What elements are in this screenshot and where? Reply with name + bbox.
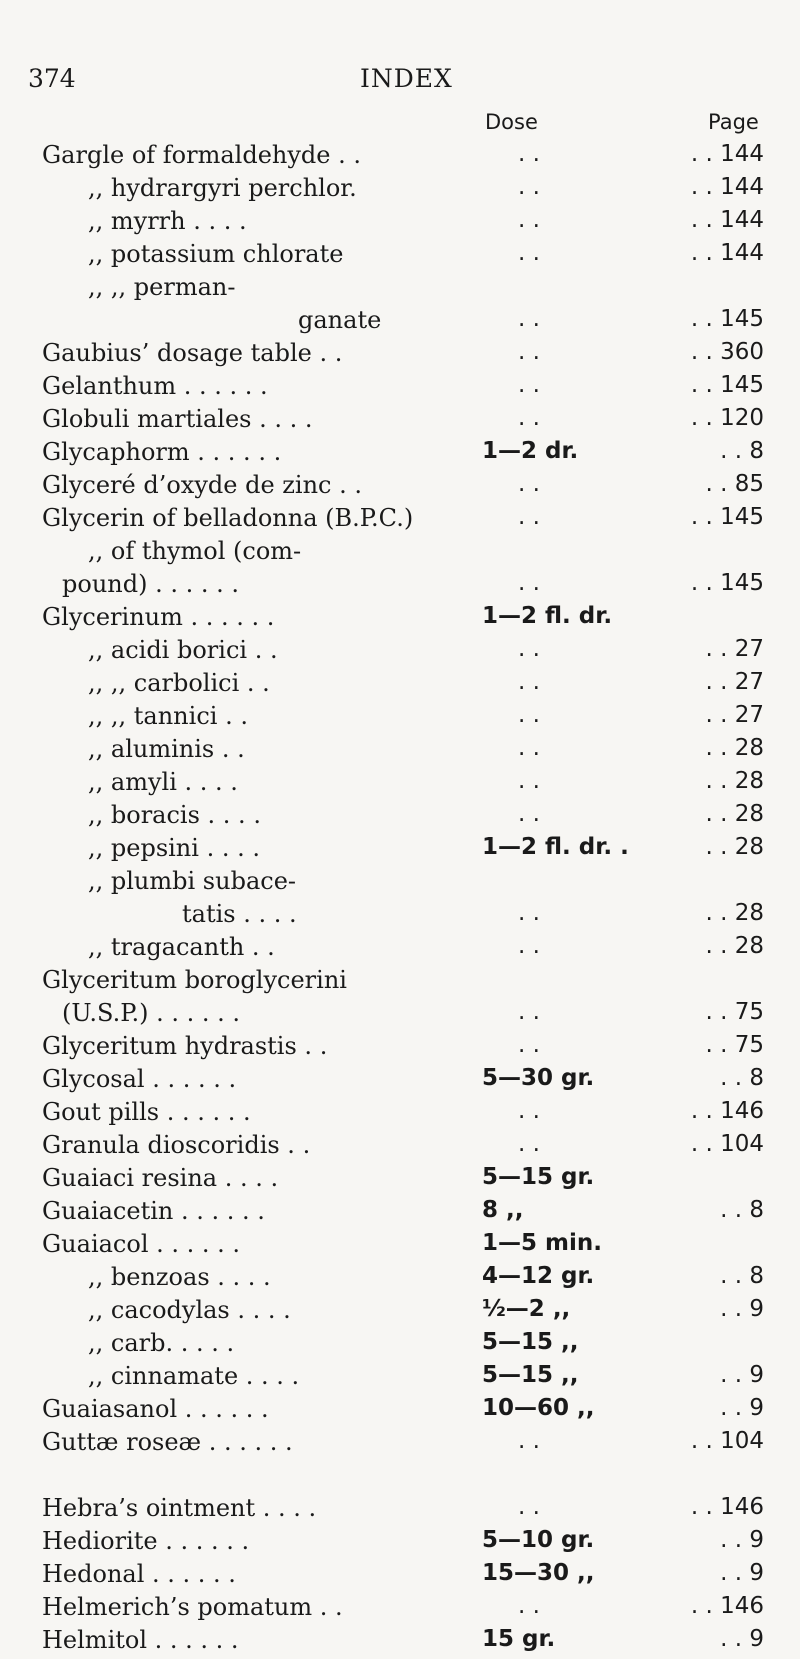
entry-page: . . 9 [720,1395,764,1421]
entry-dose: . . [518,306,540,332]
entry-label: Gargle of formaldehyde . . [42,141,361,169]
index-entry [0,273,800,306]
index-entry [0,1131,800,1164]
entry-label: Gelanthum . . . . . . [42,372,268,400]
index-entry [0,207,800,240]
entry-dose: 5—15 ,, [482,1362,579,1388]
entry-label: ,, aluminis . . [88,735,245,763]
index-entry [0,372,800,405]
index-entry [0,834,800,867]
entry-dose: . . [518,339,540,365]
entry-page: . . 27 [705,669,764,695]
entry-dose: . . [518,669,540,695]
entry-page: . . 9 [720,1560,764,1586]
index-entry [0,867,800,900]
index-entry [0,141,800,174]
index-entry [0,1560,800,1593]
entry-page: . . 28 [705,801,764,827]
entry-dose: . . [518,702,540,728]
index-entry [0,636,800,669]
entry-dose: 5—15 gr. [482,1164,595,1190]
entry-label: Guaiacetin . . . . . . [42,1197,265,1225]
entry-label: Granula dioscoridis . . [42,1131,311,1159]
index-entry [0,1197,800,1230]
entry-label: pound) . . . . . . [62,570,239,598]
entry-label: Glycerinum . . . . . . [42,603,275,631]
entry-page: . . 8 [720,1263,764,1289]
index-entry [0,1329,800,1362]
entry-page: . . 9 [720,1296,764,1322]
entry-dose: . . [518,1494,540,1520]
entry-label: Gout pills . . . . . . [42,1098,251,1126]
entry-page: . . 28 [705,768,764,794]
entry-label: ,, tragacanth . . [88,933,275,961]
index-entry [0,669,800,702]
entry-label: ,, boracis . . . . [88,801,261,829]
index-entry [0,933,800,966]
entry-label: ,, cacodylas . . . . [88,1296,291,1324]
index-entry [0,1164,800,1197]
entry-dose: . . [518,471,540,497]
entry-page: . . 28 [705,900,764,926]
entry-dose: 1—2 dr. [482,438,579,464]
index-entry [0,1494,800,1527]
entry-label: Hediorite . . . . . . [42,1527,250,1555]
index-entry [0,1065,800,1098]
index-entry [0,339,800,372]
entry-label: ,, pepsini . . . . [88,834,260,862]
entry-dose: . . [518,768,540,794]
entry-dose: . . [518,801,540,827]
entry-page: . . 75 [705,999,764,1025]
entry-page: . . 28 [705,834,764,860]
column-headers [0,110,800,140]
entry-label: Glyceré d’oxyde de zinc . . [42,471,363,499]
entry-dose: . . [518,933,540,959]
index-entry [0,1362,800,1395]
index-entry [0,1626,800,1659]
entry-label: tatis . . . . [182,900,297,928]
entry-dose: 1—2 fl. dr. . [482,834,629,860]
entry-dose: 1—2 fl. dr. [482,603,613,629]
entry-dose: . . [518,636,540,662]
entry-page: . . 8 [720,1197,764,1223]
entry-dose: 15 gr. [482,1626,556,1652]
index-entry [0,570,800,603]
entry-dose: . . [518,1593,540,1619]
entry-dose: 1—5 min. [482,1230,602,1256]
index-entry [0,603,800,636]
entry-label: Guaiaci resina . . . . [42,1164,279,1192]
index-entry [0,537,800,570]
index-entry [0,1032,800,1065]
entry-page: . . 28 [705,735,764,761]
entry-page: . . 28 [705,933,764,959]
entry-dose: . . [518,900,540,926]
entry-label: ,, acidi borici . . [88,636,278,664]
entry-page: . . 145 [690,570,764,596]
index-entry [0,504,800,537]
entry-page: . . 144 [690,240,764,266]
entry-page: . . 75 [705,1032,764,1058]
entry-label: Guaiasanol . . . . . . [42,1395,269,1423]
entry-page: . . 146 [690,1593,764,1619]
entry-dose: . . [518,207,540,233]
entry-label: Hedonal . . . . . . [42,1560,236,1588]
entry-page: . . 360 [690,339,764,365]
entry-label: ganate [298,306,382,334]
index-entry [0,1527,800,1560]
entry-dose: 15—30 ,, [482,1560,595,1586]
entry-label: ,, hydrargyri perchlor. [88,174,357,202]
entry-dose: 5—30 gr. [482,1065,595,1091]
entry-page: . . 9 [720,1527,764,1553]
entry-page: . . 8 [720,1065,764,1091]
entry-dose: 5—15 ,, [482,1329,579,1355]
entry-dose: . . [518,240,540,266]
running-title: INDEX [360,64,453,93]
entry-dose: . . [518,372,540,398]
entry-dose: . . [518,735,540,761]
entry-page: . . 145 [690,504,764,530]
entry-page: . . 146 [690,1494,764,1520]
entry-dose: 10—60 ,, [482,1395,595,1421]
entry-page: . . 144 [690,207,764,233]
entry-page: . . 27 [705,636,764,662]
dose-column-header: Dose [485,110,538,134]
entry-page: . . 120 [690,405,764,431]
index-entry [0,306,800,339]
entry-label: Glycerin of belladonna (B.P.C.) [42,504,414,532]
entry-label: Glycaphorm . . . . . . [42,438,282,466]
entry-dose: 5—10 gr. [482,1527,595,1553]
entry-page: . . 145 [690,306,764,332]
entry-label: ,, amyli . . . . [88,768,238,796]
index-entry [0,1098,800,1131]
entry-dose: . . [518,504,540,530]
entry-dose: 4—12 gr. [482,1263,595,1289]
index-entry [0,1230,800,1263]
entry-label: Glyceritum boroglycerini [42,966,347,994]
index-entry [0,768,800,801]
entry-label: ,, benzoas . . . . [88,1263,271,1291]
entry-label: ,, ,, tannici . . [88,702,248,730]
entry-page: . . 104 [690,1131,764,1157]
page-header [0,64,800,100]
index-entry [0,900,800,933]
index-entry [0,735,800,768]
entry-label: ,, ,, perman- [88,273,236,301]
entry-label: ,, cinnamate . . . . [88,1362,300,1390]
entry-page: . . 85 [705,471,764,497]
page-column-header: Page [708,110,759,134]
entry-label: Glycosal . . . . . . [42,1065,237,1093]
entry-label: ,, of thymol (com- [88,537,302,565]
entry-page: . . 144 [690,141,764,167]
entry-dose: . . [518,999,540,1025]
entry-dose: . . [518,1131,540,1157]
entry-page: . . 145 [690,372,764,398]
entry-label: Guaiacol . . . . . . [42,1230,241,1258]
entry-dose: . . [518,1428,540,1454]
entry-page: . . 144 [690,174,764,200]
entry-dose: . . [518,405,540,431]
entry-label: Helmitol . . . . . . [42,1626,239,1654]
entry-dose: . . [518,141,540,167]
entry-label: Helmerich’s pomatum . . [42,1593,343,1621]
entry-page: . . 9 [720,1362,764,1388]
entry-dose: . . [518,174,540,200]
index-entry [0,702,800,735]
entry-label: ,, ,, carbolici . . [88,669,270,697]
index-entry [0,471,800,504]
entry-label: (U.S.P.) . . . . . . [62,999,241,1027]
entry-label: Gaubius’ dosage table . . [42,339,343,367]
entry-dose: . . [518,570,540,596]
entry-label: ,, myrrh . . . . [88,207,247,235]
entry-label: ,, plumbi subace- [88,867,297,895]
entry-page: . . 104 [690,1428,764,1454]
entry-dose: . . [518,1032,540,1058]
entry-dose: 8 ,, [482,1197,524,1223]
index-entry [0,240,800,273]
entry-page: . . 27 [705,702,764,728]
index-entry [0,1428,800,1461]
entry-label: ,, potassium chlorate [88,240,344,268]
index-entry [0,1296,800,1329]
entry-dose: . . [518,1098,540,1124]
index-entry [0,801,800,834]
index-entry [0,999,800,1032]
index-entry [0,405,800,438]
entry-label: Glyceritum hydrastis . . [42,1032,328,1060]
entry-label: ,, carb. . . . . [88,1329,235,1357]
entry-page: . . 9 [720,1626,764,1652]
index-entry [0,174,800,207]
index-entry [0,1395,800,1428]
index-entry [0,438,800,471]
entry-page: . . 146 [690,1098,764,1124]
index-entry [0,1263,800,1296]
index-entry [0,966,800,999]
entry-label: Globuli martiales . . . . [42,405,313,433]
entry-label: Guttæ roseæ . . . . . . [42,1428,293,1456]
index-entry [0,1593,800,1626]
entry-dose: ½—2 ,, [482,1296,571,1322]
entry-page: . . 8 [720,438,764,464]
index-entries [0,141,800,1659]
entry-label: Hebra’s ointment . . . . [42,1494,317,1522]
page-number: 374 [28,64,76,93]
